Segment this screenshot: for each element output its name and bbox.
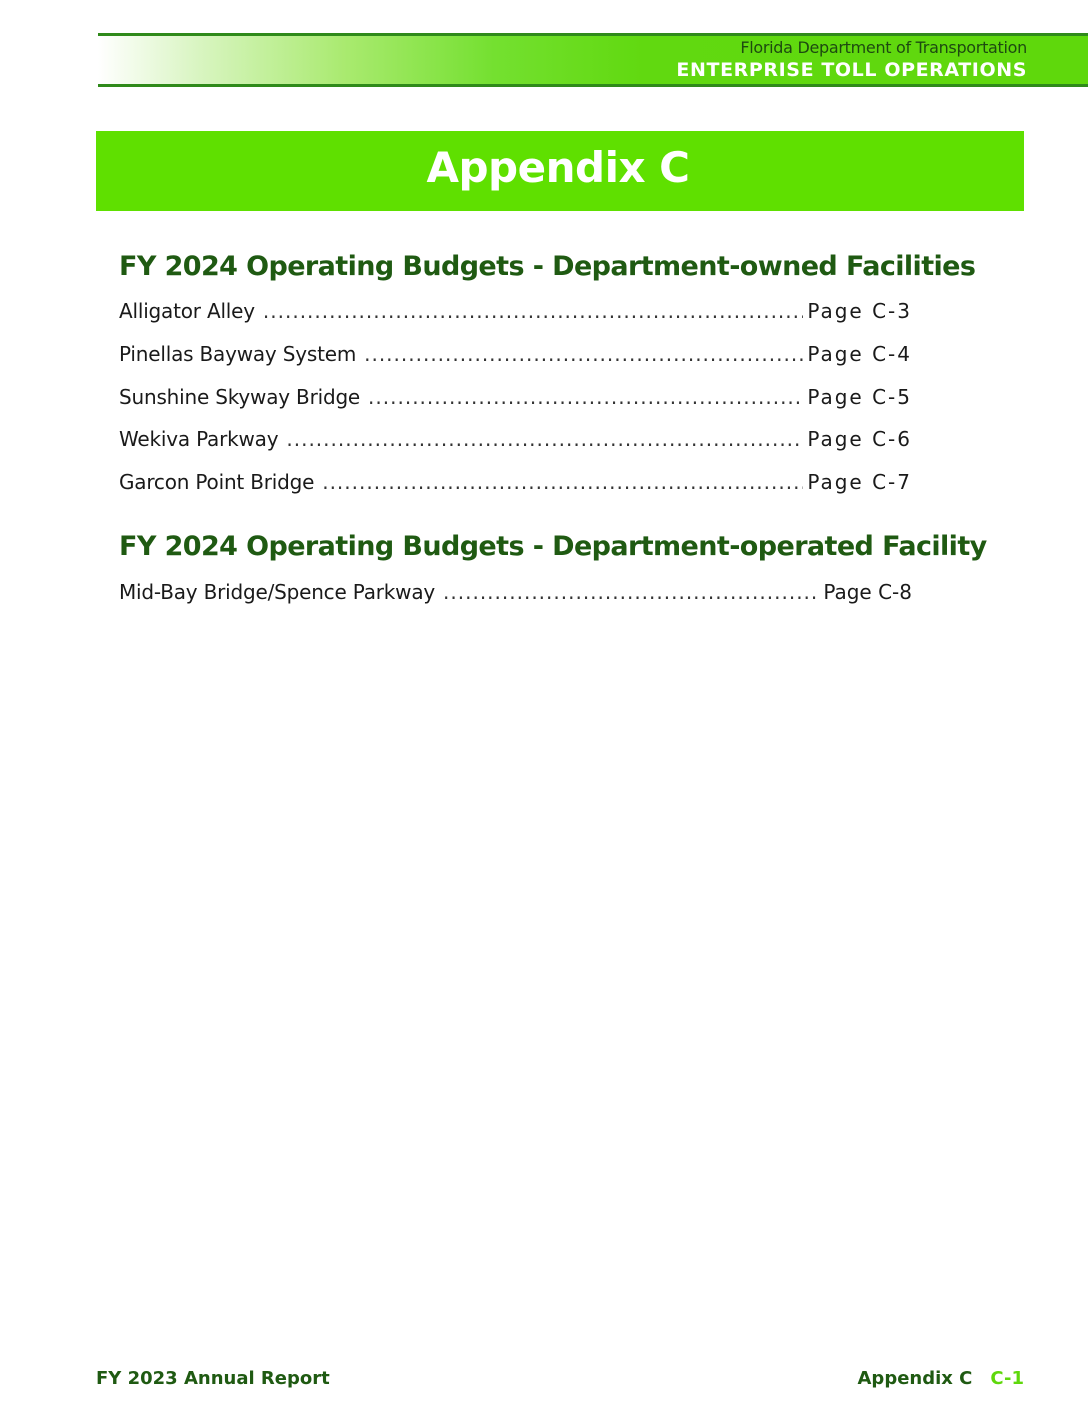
toc-leader-dots — [364, 342, 803, 366]
toc-entry-label: Alligator Alley — [119, 299, 255, 323]
toc-entry-label: Sunshine Skyway Bridge — [119, 385, 361, 409]
toc-entry-mid-bay-bridge[interactable] — [119, 580, 912, 608]
toc-entry-label: Mid-Bay Bridge/Spence Parkway — [119, 580, 436, 604]
toc-entry-wekiva-parkway[interactable] — [119, 427, 912, 455]
toc-leader-dots — [443, 580, 819, 604]
toc-entry-alligator-alley[interactable] — [119, 299, 912, 327]
toc-leader-dots — [322, 470, 803, 494]
toc-entry-garcon-point[interactable] — [119, 470, 912, 498]
toc-entry-page: Page C-6 — [807, 427, 912, 451]
toc-entry-label: Pinellas Bayway System — [119, 342, 357, 366]
page-title: Appendix C — [426, 143, 690, 192]
section-heading-owned: FY 2024 Operating Budgets - Department-owned Facilities — [119, 251, 976, 282]
header-division-name: ENTERPRISE TOLL OPERATIONS — [676, 59, 1027, 81]
footer-report-title: FY 2023 Annual Report — [96, 1368, 330, 1389]
toc-entry-page: Page C-3 — [807, 299, 912, 323]
toc-entry-page: Page C-5 — [807, 385, 912, 409]
toc-entry-pinellas-bayway[interactable] — [119, 342, 912, 370]
header-org-name: Florida Department of Transportation — [740, 38, 1027, 57]
appendix-banner — [96, 131, 1024, 211]
footer-page-info — [858, 1368, 1025, 1389]
toc-entry-label: Wekiva Parkway — [119, 427, 279, 451]
toc-entry-page: Page C-7 — [807, 470, 912, 494]
toc-leader-dots — [286, 427, 803, 451]
toc-leader-dots — [368, 385, 803, 409]
toc-entry-page: Page C-8 — [823, 580, 912, 604]
footer-page-number: C-1 — [990, 1368, 1024, 1389]
toc-entry-sunshine-skyway[interactable] — [119, 385, 912, 413]
toc-leader-dots — [263, 299, 803, 323]
toc-entry-label: Garcon Point Bridge — [119, 470, 315, 494]
footer-section-label: Appendix C — [857, 1368, 973, 1389]
toc-entry-page: Page C-4 — [807, 342, 912, 366]
section-heading-operated: FY 2024 Operating Budgets - Department-operated Facility — [119, 531, 987, 562]
